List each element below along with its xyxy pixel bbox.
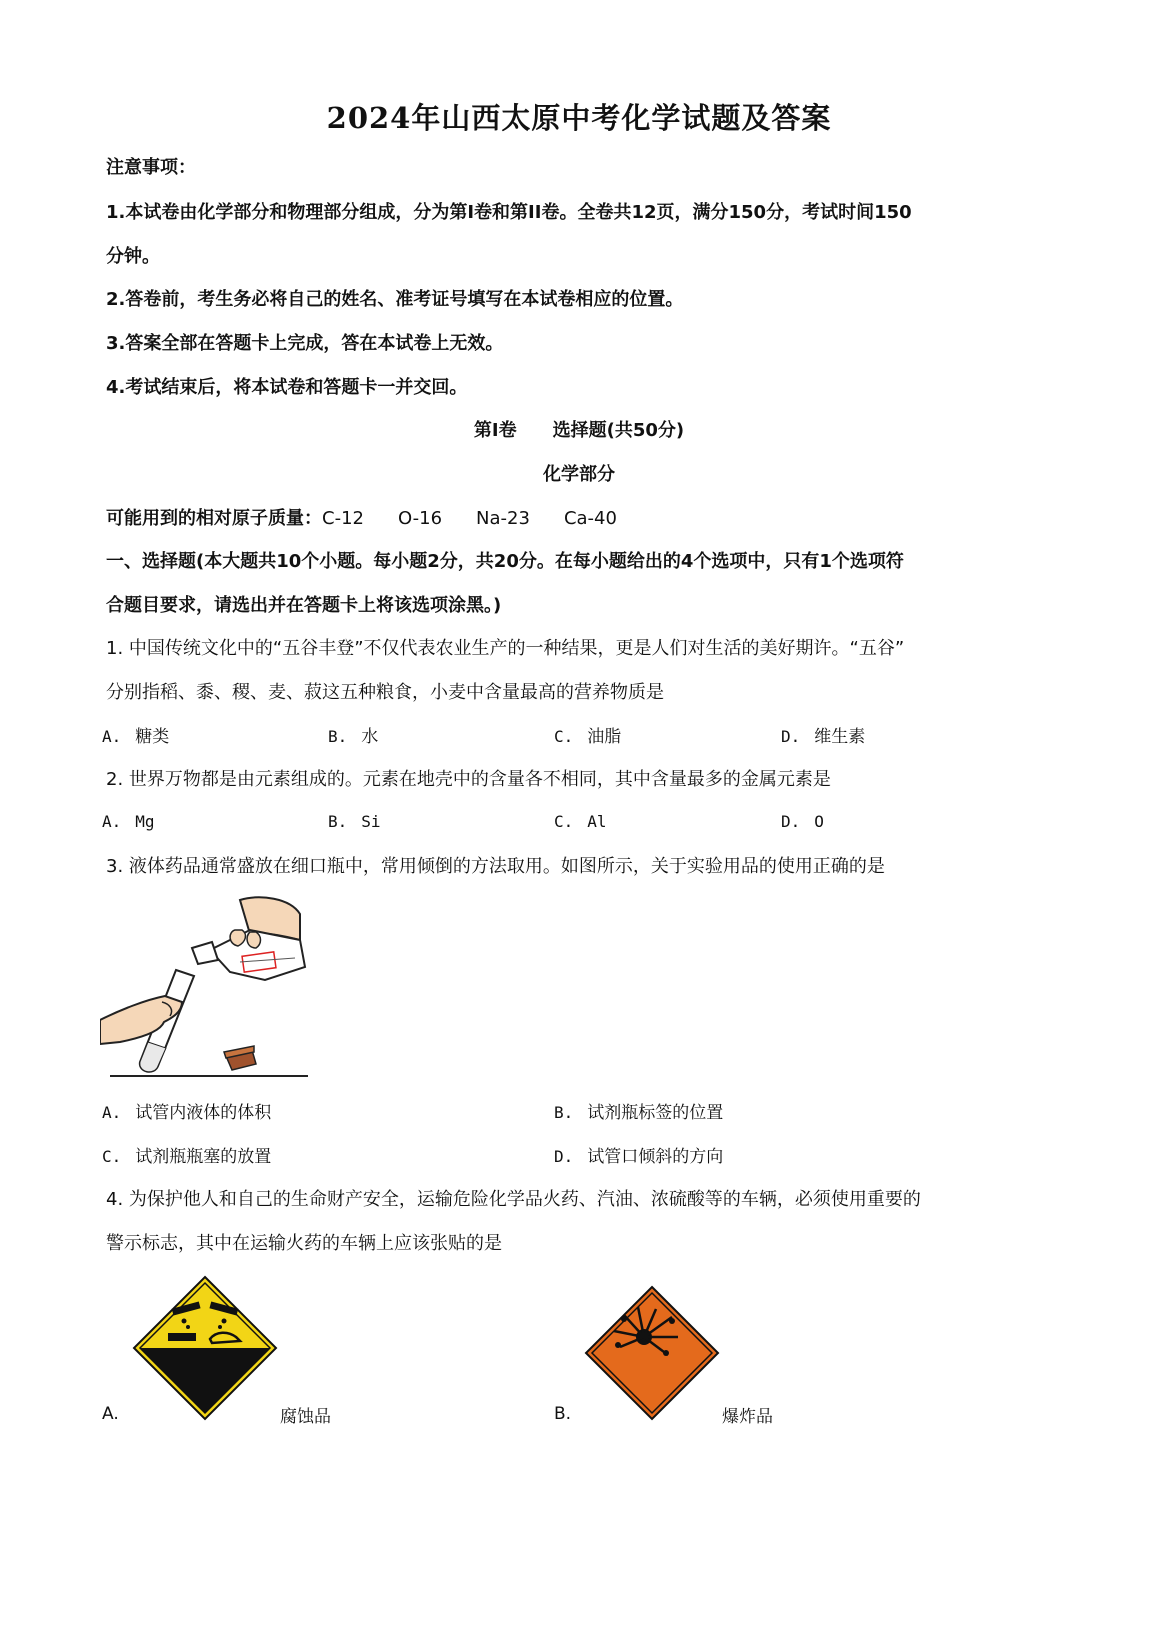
notice-item-1-line-1: 1.本试卷由化学部分和物理部分组成，分为第Ⅰ卷和第II卷。全卷共12页，满分150分，考试时间150 bbox=[106, 202, 912, 223]
atomic-mass-label: 可能用到的相对原子质量： bbox=[106, 508, 322, 529]
question-3-option-b: B. 试剂瓶标签的位置 bbox=[554, 1103, 724, 1123]
pouring-liquid-figure bbox=[100, 892, 315, 1082]
volume-heading: 第Ⅰ卷 选择题(共50分) bbox=[473, 420, 685, 441]
notice-item-3: 3.答案全部在答题卡上完成，答在本试卷上无效。 bbox=[106, 333, 504, 354]
question-1-line-2: 分别指稻、黍、稷、麦、菽这五种粮食，小麦中含量最高的营养物质是 bbox=[106, 682, 664, 703]
notice-item-1-line-2: 分钟。 bbox=[106, 246, 160, 267]
question-1-option-d: D. 维生素 bbox=[781, 727, 866, 747]
page-title: 2024年山西太原中考化学试题及答案 bbox=[326, 101, 832, 135]
section-instructions-line-2: 合题目要求，请选出并在答题卡上将该选项涂黑。) bbox=[106, 595, 502, 616]
question-2-line-1: 2. 世界万物都是由元素组成的。元素在地壳中的含量各不相同，其中含量最多的金属元素是 bbox=[106, 769, 831, 790]
question-4-line-1: 4. 为保护他人和自己的生命财产安全，运输危险化学品火药、汽油、浓硫酸等的车辆，必须使用重要的 bbox=[106, 1189, 921, 1210]
question-1-option-c: C. 油脂 bbox=[554, 727, 622, 747]
question-4-option-b-label: 爆炸品 bbox=[722, 1407, 773, 1427]
question-2-option-b: B. Si bbox=[328, 812, 381, 831]
corrosive-sign-icon bbox=[132, 1275, 278, 1421]
atomic-mass-line bbox=[106, 504, 651, 530]
question-4-option-a-label: 腐蚀品 bbox=[280, 1407, 331, 1427]
atomic-mass-c: C-12 bbox=[322, 508, 364, 529]
question-2-option-c: C. Al bbox=[554, 812, 607, 831]
part-heading: 化学部分 bbox=[543, 464, 615, 485]
notice-heading: 注意事项： bbox=[106, 157, 196, 178]
question-4-option-a-letter: A. bbox=[102, 1404, 119, 1424]
question-1-line-1: 1. 中国传统文化中的“五谷丰登”不仅代表农业生产的一种结果，更是人们对生活的美好期许。“五谷” bbox=[106, 638, 905, 659]
question-2-option-d: D. O bbox=[781, 812, 824, 831]
question-3-option-c: C. 试剂瓶瓶塞的放置 bbox=[102, 1147, 272, 1167]
question-1-option-b: B. 水 bbox=[328, 727, 379, 747]
atomic-mass-na: Na-23 bbox=[476, 508, 530, 529]
notice-item-4: 4.考试结束后，将本试卷和答题卡一并交回。 bbox=[106, 377, 468, 398]
section-instructions-line-1: 一、选择题(本大题共10个小题。每小题2分，共20分。在每小题给出的4个选项中，只有1个选项符 bbox=[106, 551, 904, 572]
question-3-option-a: A. 试管内液体的体积 bbox=[102, 1103, 272, 1123]
question-4-line-2: 警示标志，其中在运输火药的车辆上应该张贴的是 bbox=[106, 1233, 502, 1254]
question-2-option-a: A. Mg bbox=[102, 812, 155, 831]
atomic-mass-ca: Ca-40 bbox=[563, 508, 617, 529]
question-3-option-d: D. 试管口倾斜的方向 bbox=[554, 1147, 724, 1167]
notice-item-2: 2.答卷前，考生务必将自己的姓名、准考证号填写在本试卷相应的位置。 bbox=[106, 289, 684, 310]
question-3-line-1: 3. 液体药品通常盛放在细口瓶中，常用倾倒的方法取用。如图所示，关于实验用品的使用正确的是 bbox=[106, 856, 885, 877]
explosive-sign-icon bbox=[584, 1285, 720, 1421]
atomic-mass-o: O-16 bbox=[397, 508, 443, 529]
question-1-option-a: A. 糖类 bbox=[102, 727, 170, 747]
question-4-option-b-letter: B. bbox=[554, 1404, 572, 1424]
